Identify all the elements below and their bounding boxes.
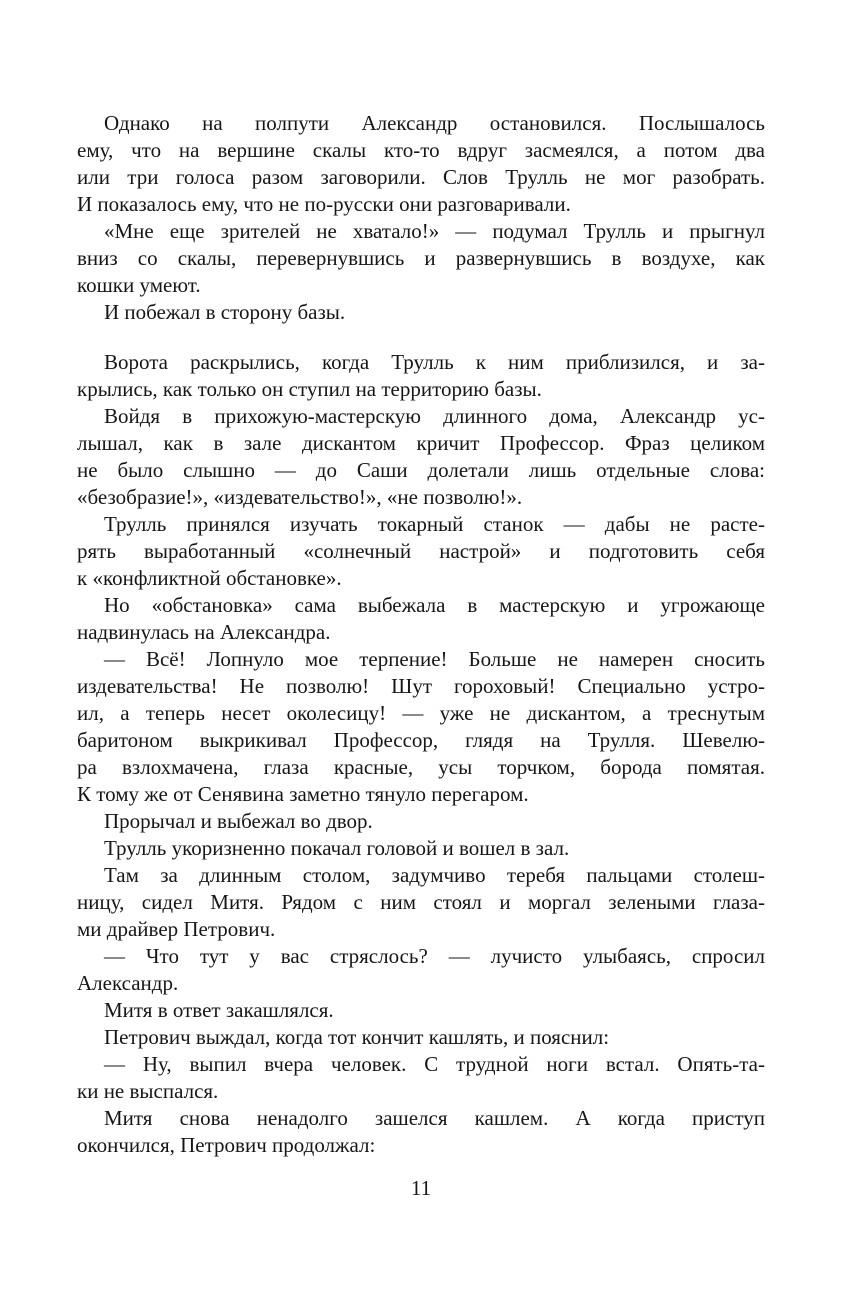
text-line: ил, а теперь несет околесицу! — уже не дискантом, а треснутым — [77, 701, 765, 725]
text-line: Трулль принялся изучать токарный станок — дабы не расте- — [104, 512, 765, 536]
text-line: лышал, как в зале дискантом кричит Профессор. Фраз целиком — [77, 431, 765, 455]
text-line: «Мне еще зрителей не хватало!» — подумал Трулль и прыгнул — [104, 219, 765, 243]
text-line: И показалось ему, что не по-русски они разговаривали. — [77, 192, 571, 216]
text-line: кошки умеют. — [77, 273, 201, 297]
text-line: К тому же от Сенявина заметно тянуло перегаром. — [77, 782, 529, 806]
text-line: ра взлохмачена, глаза красные, усы торчком, борода помятая. — [77, 755, 765, 779]
paragraph — [77, 1105, 765, 1159]
text-line: Ворота раскрылись, когда Трулль к ним приблизился, и за- — [104, 350, 765, 374]
text-line: надвинулась на Александра. — [77, 620, 331, 644]
text-line: ницу, сидел Митя. Рядом с ним стоял и моргал зелеными глаза- — [77, 890, 765, 914]
text-line: ему, что на вершине скалы кто-то вдруг засмеялся, а потом два — [77, 138, 765, 162]
text-line: «безобразие!», «издевательство!», «не позволю!». — [77, 485, 523, 509]
text-line: Петрович выждал, когда тот кончит кашлять, и пояснил: — [104, 1025, 610, 1049]
paragraph — [77, 862, 765, 943]
text-line: Однако на полпути Александр остановился. Послышалось — [104, 111, 765, 135]
paragraph — [77, 299, 765, 326]
paragraph — [77, 835, 765, 862]
text-line: рять выработанный «солнечный настрой» и подготовить себя — [77, 539, 765, 563]
text-line: Митя в ответ закашлялся. — [104, 998, 334, 1022]
paragraph — [77, 1024, 765, 1051]
paragraph — [77, 218, 765, 299]
text-line: И побежал в сторону базы. — [104, 300, 346, 324]
text-line: Там за длинным столом, задумчиво теребя пальцами столеш- — [104, 863, 765, 887]
paragraph — [77, 1051, 765, 1105]
text-line: Войдя в прихожую-мастерскую длинного дома, Александр ус- — [104, 404, 765, 428]
text-line: Трулль укоризненно покачал головой и вошел в зал. — [104, 836, 570, 860]
paragraph — [77, 511, 765, 592]
text-line: к «конфликтной обстановке». — [77, 566, 342, 590]
text-line: издевательства! Не позволю! Шут гороховый! Специально устро- — [77, 674, 765, 698]
text-line: — Всё! Лопнуло мое терпение! Больше не намерен сносить — [104, 647, 765, 671]
text-line: — Ну, выпил вчера человек. С трудной ноги встал. Опять-та- — [104, 1052, 765, 1076]
text-line: или три голоса разом заговорили. Слов Трулль не мог разобрать. — [77, 165, 765, 189]
text-line: Митя снова ненадолго зашелся кашлем. А когда приступ — [104, 1106, 765, 1130]
text-line: Александр. — [77, 971, 179, 995]
paragraph — [77, 808, 765, 835]
paragraph — [77, 997, 765, 1024]
paragraph — [77, 592, 765, 646]
text-line: крылись, как только он ступил на территорию базы. — [77, 377, 542, 401]
text-line: ки не выспался. — [77, 1079, 219, 1103]
paragraph — [77, 403, 765, 511]
text-line: не было слышно — до Саши долетали лишь отдельные слова: — [77, 458, 765, 482]
paragraph — [77, 349, 765, 403]
text-line: Но «обстановка» сама выбежала в мастерскую и угрожающе — [104, 593, 765, 617]
text-line: вниз со скалы, перевернувшись и развернувшись в воздухе, как — [77, 246, 765, 270]
paragraph — [77, 943, 765, 997]
text-line: Прорычал и выбежал во двор. — [104, 809, 373, 833]
text-line: баритоном выкрикивал Профессор, глядя на Трулля. Шевелю- — [77, 728, 765, 752]
paragraph — [77, 110, 765, 218]
page-number: 11 — [410, 1176, 432, 1200]
text-line: окончился, Петрович продолжал: — [77, 1133, 376, 1157]
page-text — [77, 110, 765, 1159]
paragraph — [77, 646, 765, 808]
text-line: ми драйвер Петрович. — [77, 917, 276, 941]
text-line: — Что тут у вас стряслось? — лучисто улыбаясь, спросил — [104, 944, 765, 968]
